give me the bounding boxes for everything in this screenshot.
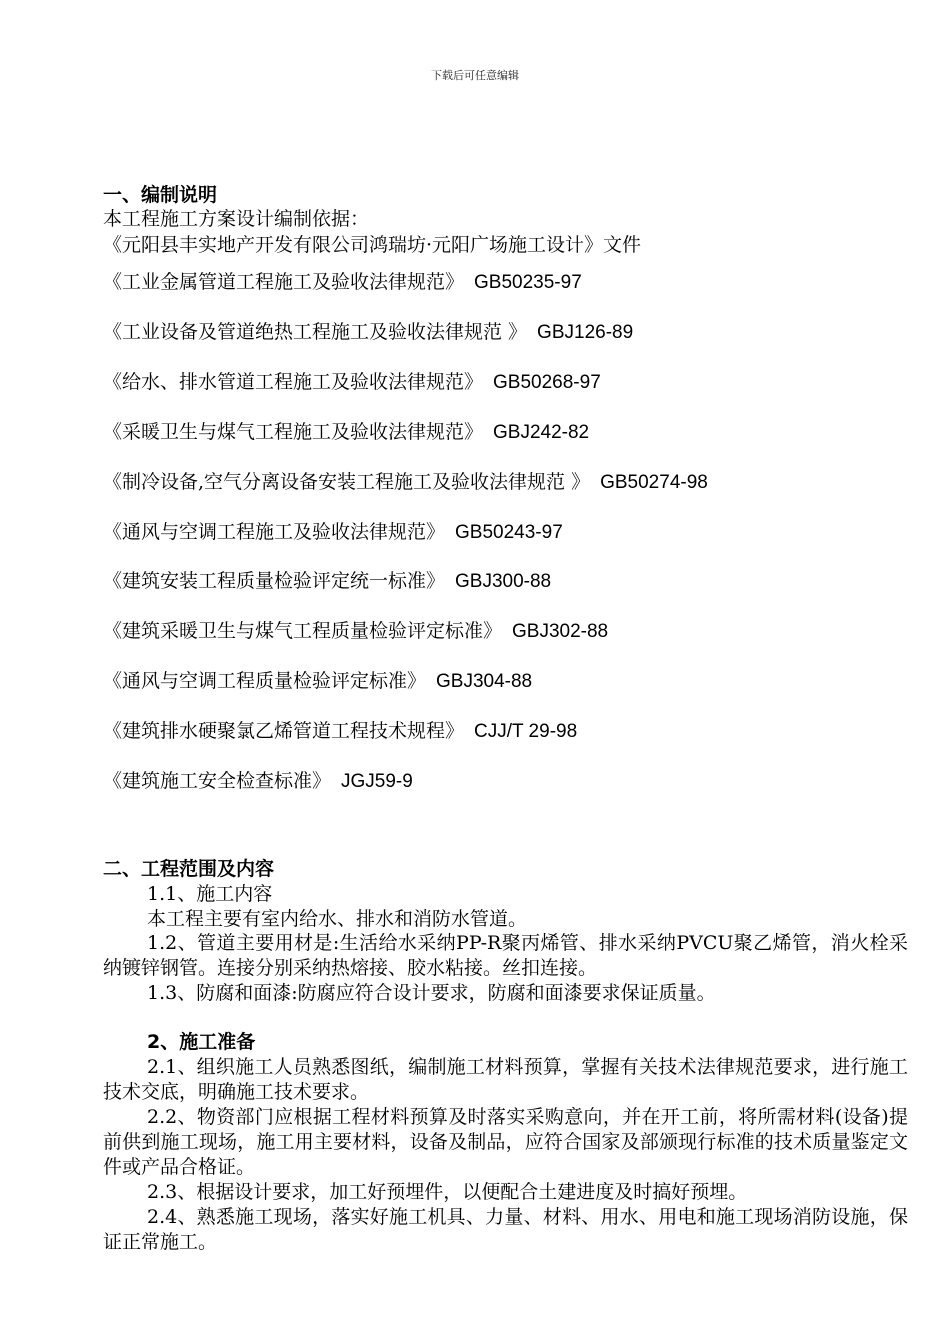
item-2-1: 2.1、组织施工人员熟悉图纸，编制施工材料预算，掌握有关技术法律规范要求，进行施工技术交底，明确施工技术要求。 bbox=[103, 1056, 908, 1103]
standard-item: 《工业设备及管道绝热工程施工及验收法律规范 》 GBJ126-89 bbox=[103, 321, 634, 343]
standard-item: 《建筑安装工程质量检验评定统一标准》 GBJ300-88 bbox=[103, 570, 552, 592]
standard-item: 《工业金属管道工程施工及验收法律规范》 GB50235-97 bbox=[103, 271, 582, 293]
standard-item: 《制冷设备,空气分离设备安装工程施工及验收法律规范 》 GB50274-98 bbox=[103, 471, 708, 493]
page-header-note: 下载后可任意编辑 bbox=[431, 69, 519, 82]
section-title-compilation: 一、编制说明 bbox=[103, 184, 218, 206]
standard-item: 《建筑排水硬聚氯乙烯管道工程技术规程》 CJJ/T 29-98 bbox=[103, 720, 578, 742]
item-1-3: 1.3、防腐和面漆:防腐应符合设计要求，防腐和面漆要求保证质量。 bbox=[147, 982, 716, 1004]
standard-item: 《建筑采暖卫生与煤气工程质量检验评定标准》 GBJ302-88 bbox=[103, 620, 609, 642]
item-2-4: 2.4、熟悉施工现场，落实好施工机具、力量、材料、用水、用电和施工现场消防设施，保证正常施工。 bbox=[103, 1206, 908, 1253]
item-1-1: 1.1、施工内容 bbox=[147, 883, 273, 905]
item-2-2: 2.2、物资部门应根据工程材料预算及时落实采购意向，并在开工前，将所需材料(设备)提前供到施工现场，施工用主要材料，设备及制品，应符合国家及部颁现行标准的技术质量鉴定文件或产品合格证。 bbox=[103, 1106, 908, 1178]
standard-item: 《通风与空调工程施工及验收法律规范》 GB50243-97 bbox=[103, 521, 563, 543]
design-doc-line: 《元阳县丰实地产开发有限公司鸿瑞坊·元阳广场施工设计》文件 bbox=[103, 234, 642, 256]
scope-text: 本工程主要有室内给水、排水和消防水管道。 bbox=[147, 908, 528, 930]
standard-item: 《采暖卫生与煤气工程施工及验收法律规范》 GBJ242-82 bbox=[103, 421, 590, 443]
standard-item: 《通风与空调工程质量检验评定标准》 GBJ304-88 bbox=[103, 670, 533, 692]
standard-item: 《给水、排水管道工程施工及验收法律规范》 GB50268-97 bbox=[103, 371, 601, 393]
item-2-3: 2.3、根据设计要求，加工好预埋件，以便配合土建进度及时搞好预埋。 bbox=[147, 1181, 748, 1203]
section-title-scope: 二、工程范围及内容 bbox=[103, 858, 275, 880]
item-1-2: 1.2、管道主要用材是:生活给水采纳PP-R聚丙烯管、排水采纳PVCU聚乙烯管，消火栓采纳镀锌钢管。连接分别采纳热熔接、胶水粘接。丝扣连接。 bbox=[103, 932, 908, 979]
section-title-preparation: 2、施工准备 bbox=[147, 1031, 256, 1053]
intro-line: 本工程施工方案设计编制依据： bbox=[103, 208, 370, 230]
standard-item: 《建筑施工安全检查标准》 JGJ59-9 bbox=[103, 770, 413, 792]
